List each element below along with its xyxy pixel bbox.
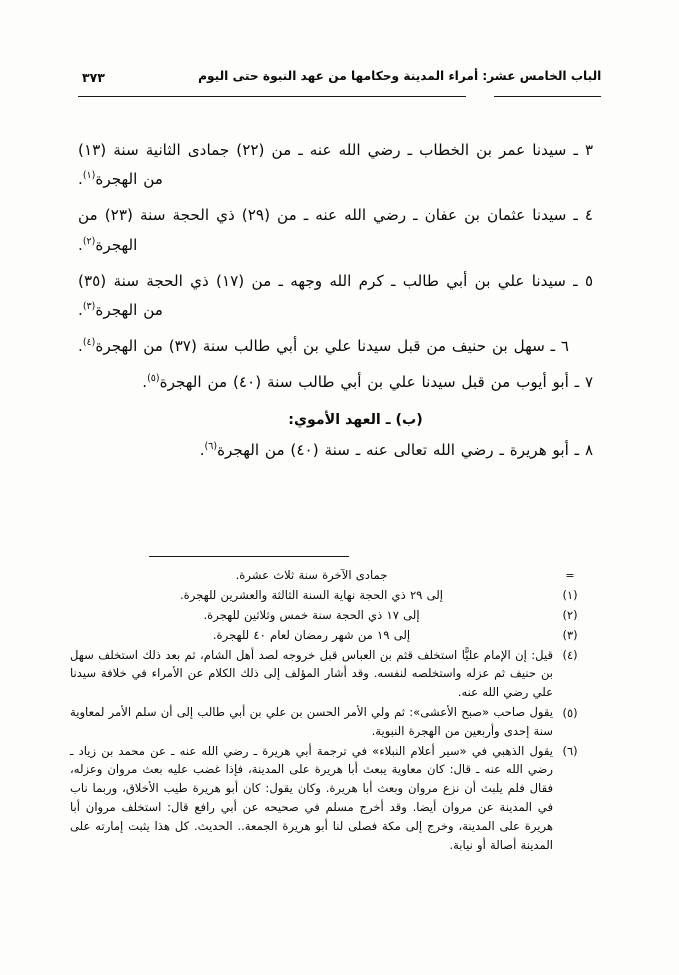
footnote-row	[70, 646, 587, 702]
entry-terminator: .	[78, 300, 83, 319]
footnote-row	[70, 742, 587, 855]
footnote-text: إلى ٢٩ ذي الحجة نهاية السنة الثالثة والعشرين للهجرة.	[179, 587, 444, 602]
list-item	[78, 136, 593, 194]
footnote-marker: (٤)	[562, 648, 578, 663]
list-item	[78, 368, 593, 397]
footnote-reference[interactable]: (١)	[82, 170, 96, 182]
entry-text: ـ سيدنا علي بن أبي طالب ـ كرم الله وجهه ـ من (١٧) ذي الحجة سنة (٣٥) من الهجرة	[78, 271, 578, 319]
entry-terminator: .	[199, 440, 205, 459]
footnote-text: يقول صاحب «صبح الأعشى»: ثم ولي الأمر الحسن بن علي بن أبي طالب إلى أن سلم الأمر لمعاوية سنة إحدى وأربعين من الهجرة النبوية.	[70, 705, 553, 738]
list-item	[78, 267, 593, 325]
footnote-marker: (٥)	[562, 705, 578, 720]
entry-terminator: .	[78, 170, 83, 189]
entry-text: ـ أبو أيوب من قبل سيدنا علي بن أبي طالب سنة (٤٠) من الهجرة	[159, 373, 580, 392]
footnotes-block	[70, 566, 587, 855]
footnote-row	[70, 626, 587, 645]
entry-text: ـ أبو هريرة ـ رضي الله تعالى عنه ـ سنة (٤٠) من الهجرة	[217, 440, 580, 459]
entry-number: ٣	[584, 141, 593, 159]
footnote-text: إلى ١٧ ذي الحجة سنة خمس وثلاثين للهجرة.	[203, 607, 420, 622]
entry-terminator: .	[142, 373, 148, 392]
footnote-row	[70, 586, 587, 605]
footnote-text: جمادى الآخرة سنة ثلاث عشرة.	[235, 568, 388, 582]
list-item	[78, 201, 593, 259]
entry-text: ـ سيدنا عثمان بن عفان ـ رضي الله عنه ـ من (٢٩) ذي الحجة سنة (٢٣) من الهجرة	[78, 206, 578, 254]
footnote-marker: (١)	[562, 588, 578, 603]
footnote-marker: (٦)	[562, 744, 578, 759]
body-content	[78, 136, 593, 472]
entry-number: ٥	[584, 271, 593, 290]
entry-number: ٤	[584, 206, 593, 225]
page-number: ٣٧٣	[82, 70, 105, 85]
entry-text: ـ سيدنا عمر بن الخطاب ـ رضي الله عنه ـ من (٢٢) جمادى الثانية سنة (١٣) من الهجرة	[78, 141, 578, 189]
footnote-row	[70, 566, 587, 585]
list-item	[78, 436, 593, 465]
footnote-reference[interactable]: (٢)	[82, 235, 96, 247]
footnote-marker: (٣)	[562, 628, 578, 643]
footnote-text: إلى ١٩ من شهر رمضان لعام ٤٠ للهجرة.	[212, 627, 411, 642]
footnote-marker: =	[565, 568, 575, 582]
section-heading: (ب) ـ العهد الأموي:	[288, 411, 423, 428]
list-item	[78, 332, 593, 361]
footnote-row	[70, 703, 587, 741]
entry-number: ٧	[584, 373, 593, 392]
footnote-separator-rule	[149, 556, 349, 557]
header-chapter-title: الباب الخامس عشر: أمراء المدينة وحكامها من عهد النبوة حتى اليوم	[197, 69, 601, 83]
entry-number: ٦	[560, 337, 569, 356]
footnote-text: يقول الذهبي في «سير أعلام النبلاء» في ترجمة أبي هريرة ـ رضي الله عنه ـ عن محمد بن زياد ـ رضي الله عنه ـ قال: كان معاوية يبعث أبا هريرة على المدينة، فإذا غضب عليه بعث مروان وعزله، فقال فلم يلبث أن نزع مروان وبعث أبا هريرة. وكان يقول: كان أبو هريرة طيب الأخلاق، وربما ناب في المدينة عن مروان أيضا. وقد أخرج مسلم في صحيحه عن أبي رافع قال: استخلف مروان أبا هريرة على المدينة، وخرج إلى مكة فصلى لنا أبو هريرة الجمعة.. الحديث. كل هذا يثبت إمارته على المدينة أصالة أو نيابة.	[70, 743, 553, 852]
footnote-reference[interactable]: (٥)	[147, 373, 160, 385]
footnote-text: قيل: إن الإمام عليًّا استخلف قثم بن العباس قبل خروجه لصد أهل الشام، ثم بعد ذلك استخلف سهل بن حنيف ثم عزله واستخلصه لنفسه. وقد أشار المؤلف إلى ذلك الكلام عن الأمراء في خلافة سيدنا علي رضي الله عنه.	[70, 647, 553, 700]
footnote-marker: (٢)	[562, 608, 578, 623]
footnote-row	[70, 606, 587, 625]
footnote-reference[interactable]: (٦)	[204, 440, 218, 452]
header-rule-gap	[466, 94, 494, 99]
entry-terminator: .	[78, 337, 83, 356]
entry-number: ٨	[584, 440, 593, 459]
header-divider-rule	[78, 96, 601, 97]
entry-text: ـ سهل بن حنيف من قبل سيدنا علي بن أبي طالب سنة (٣٧) من الهجرة	[95, 337, 556, 356]
footnote-reference[interactable]: (٤)	[82, 337, 96, 349]
footnote-reference[interactable]: (٣)	[82, 300, 96, 312]
entry-terminator: .	[78, 235, 83, 254]
